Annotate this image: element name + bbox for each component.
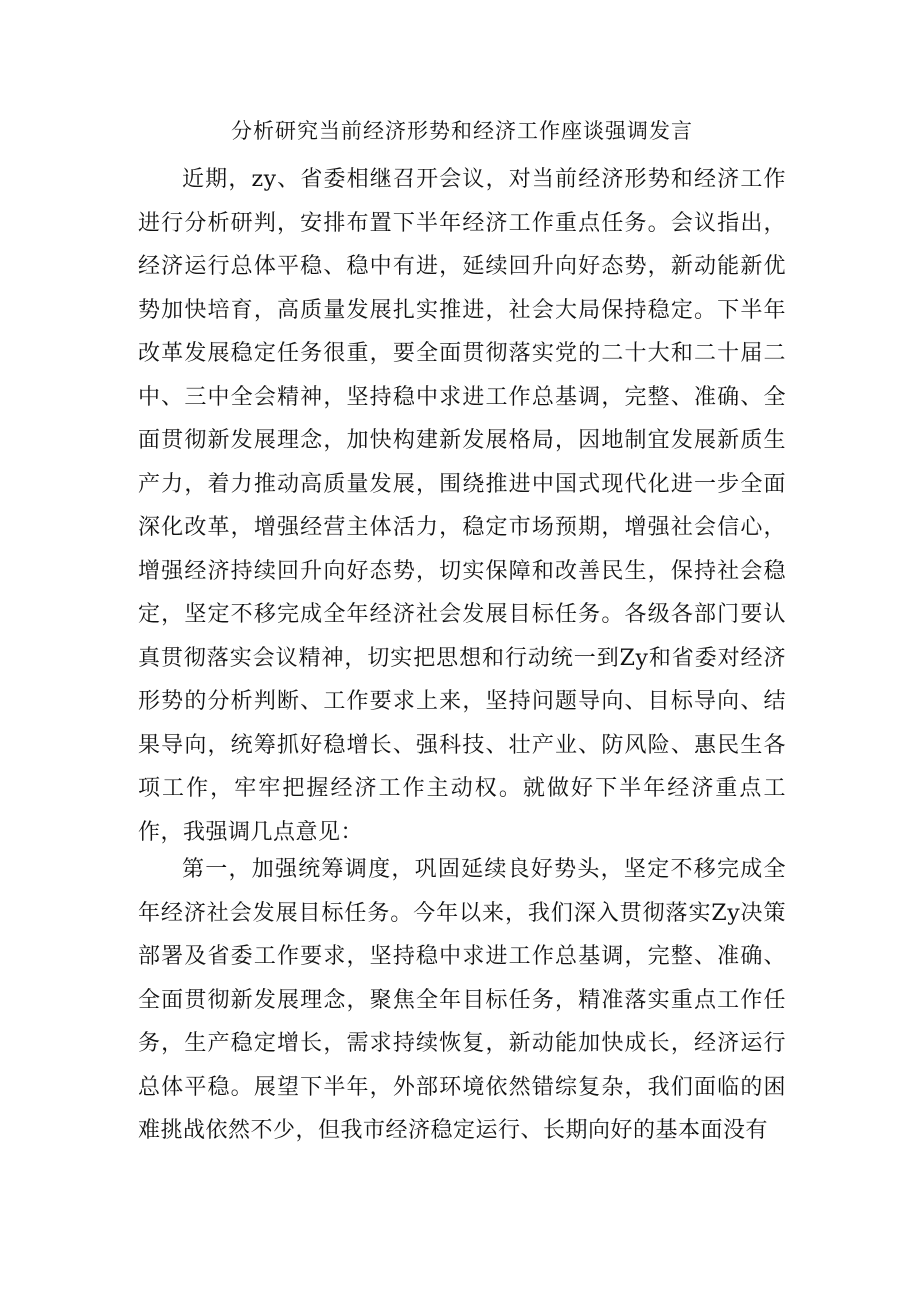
document-title: 分析研究当前经济形势和经济工作座谈强调发言 bbox=[231, 119, 693, 143]
paragraph-intro: 近期，zy、省委相继召开会议，对当前经济形势和经济工作进行分析研判，安排布置下半年经济工作重点任务。会议指出，经济运行总体平稳、稳中有进，延续回升向好态势，新动能新优势加快培育，高质量发展扎实推进，社会大局保持稳定。下半年改革发展稳定任务很重，要全面贯彻落实党的二十大和二十届二中、三中全会精神，坚持稳中求进工作总基调，完整、准确、全面贯彻新发展理念，加快构建新发展格局，因地制宜发展新质生产力，着力推动高质量发展，围绕推进中国式现代化进一步全面深化改革，增强经营主体活力，稳定市场预期，增强社会信心，增强经济持续回升向好态势，切实保障和改善民生，保持社会稳定，坚定不移完成全年经济社会发展目标任务。各级各部门要认真贯彻落实会议精神，切实把思想和行动统一到Zy和省委对经济形势的分析判断、工作要求上来，坚持问题导向、目标导向、结果导向，统筹抓好稳增长、强科技、壮产业、防风险、惠民生各项工作，牢牢把握经济工作主动权。就做好下半年经济重点工作，我强调几点意见： bbox=[138, 167, 786, 845]
paragraph-first-point: 第一，加强统筹调度，巩固延续良好势头，坚定不移完成全年经济社会发展目标任务。今年以来，我们深入贯彻落实Zy决策部署及省委工作要求，坚持稳中求进工作总基调，完整、准确、全面贯彻新发展理念，聚焦全年目标任务，精准落实重点工作任务，生产稳定增长，需求持续恢复，新动能加快成长，经济运行总体平稳。展望下半年，外部环境依然错综复杂，我们面临的困难挑战依然不少，但我市经济稳定运行、长期向好的基本面没有 bbox=[138, 857, 786, 1143]
